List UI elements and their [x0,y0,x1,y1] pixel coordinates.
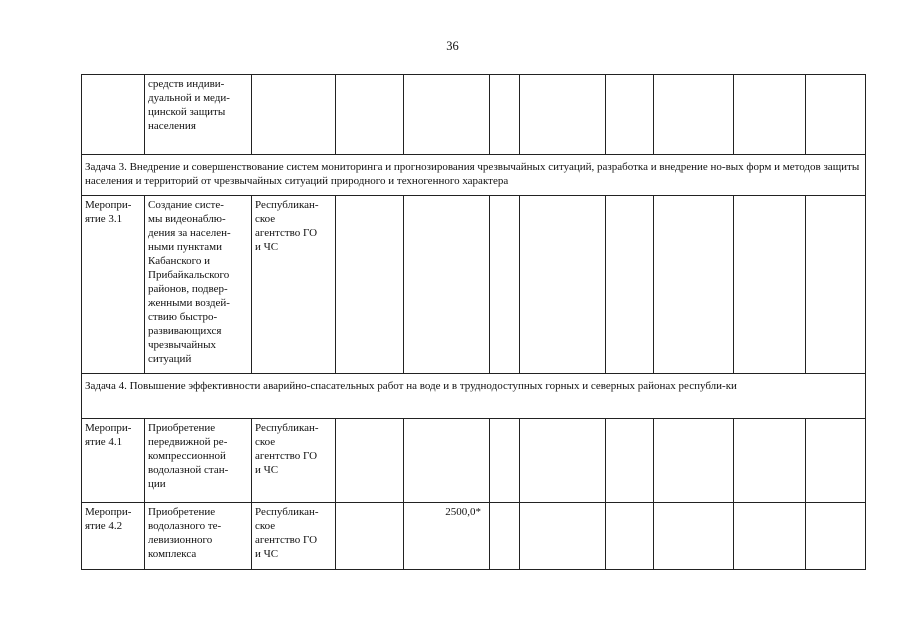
value-cell [336,419,404,503]
table-row [82,196,866,374]
event-name-cell: Создание систе- мы видеонаблю- дения за населен- ными пунктами Кабанского и Прибайкальского районов, подвер- женными воздей- ствию быстро- развивающихся чрезвычайных ситуаций [145,196,252,374]
value-cell [520,196,606,374]
value-cell [654,419,734,503]
page-number: 36 [446,39,459,53]
value-cell [606,419,654,503]
amount-cell: 2500,0* [404,503,490,570]
value-cell [404,196,490,374]
value-cell [806,75,866,155]
value-cell [806,503,866,570]
event-number-cell: Меропри- ятие 4.1 [82,419,145,503]
value-cell [520,503,606,570]
value-cell [336,196,404,374]
value-cell [734,419,806,503]
event-name-cell: Приобретение водолазного те- левизионного комплекса [145,503,252,570]
task-row [82,374,866,419]
program-events-table [81,74,866,570]
value-cell [490,419,520,503]
value-cell [336,75,404,155]
executor-cell: Республикан- ское агентство ГО и ЧС [252,196,336,374]
event-name-cell: Приобретение передвижной ре- компрессионной водолазной стан- ции [145,419,252,503]
value-cell [606,196,654,374]
value-cell [606,503,654,570]
task-heading-cell: Задача 4. Повышение эффективности аварийно-спасательных работ на воде и в труднодоступных горных и северных районах республи-ки [82,374,866,419]
value-cell [654,75,734,155]
table-row [82,503,866,570]
value-cell [336,503,404,570]
value-cell [490,196,520,374]
value-cell [404,75,490,155]
task-row [82,155,866,196]
executor-cell: Республикан- ское агентство ГО и ЧС [252,503,336,570]
value-cell [734,503,806,570]
executor-cell: Республикан- ское агентство ГО и ЧС [252,419,336,503]
event-number-cell: Меропри- ятие 3.1 [82,196,145,374]
value-cell [806,196,866,374]
value-cell [734,196,806,374]
value-cell [520,419,606,503]
value-cell [490,75,520,155]
table-row [82,75,866,155]
value-cell [404,419,490,503]
value-cell [654,196,734,374]
value-cell [806,419,866,503]
table-row [82,419,866,503]
event-number-cell [82,75,145,155]
value-cell [520,75,606,155]
event-name-cell: средств индиви- дуальной и меди- цинской защиты населения [145,75,252,155]
task-heading-cell: Задача 3. Внедрение и совершенствование систем мониторинга и прогнозирования чрезвычайных ситуаций, разработка и внедрение но-вых форм и методов защиты населения и территорий от чрезвычайных ситуаций природного и техногенного характера [82,155,866,196]
value-cell [490,503,520,570]
value-cell [654,503,734,570]
value-cell [606,75,654,155]
executor-cell [252,75,336,155]
value-cell [734,75,806,155]
event-number-cell: Меропри- ятие 4.2 [82,503,145,570]
